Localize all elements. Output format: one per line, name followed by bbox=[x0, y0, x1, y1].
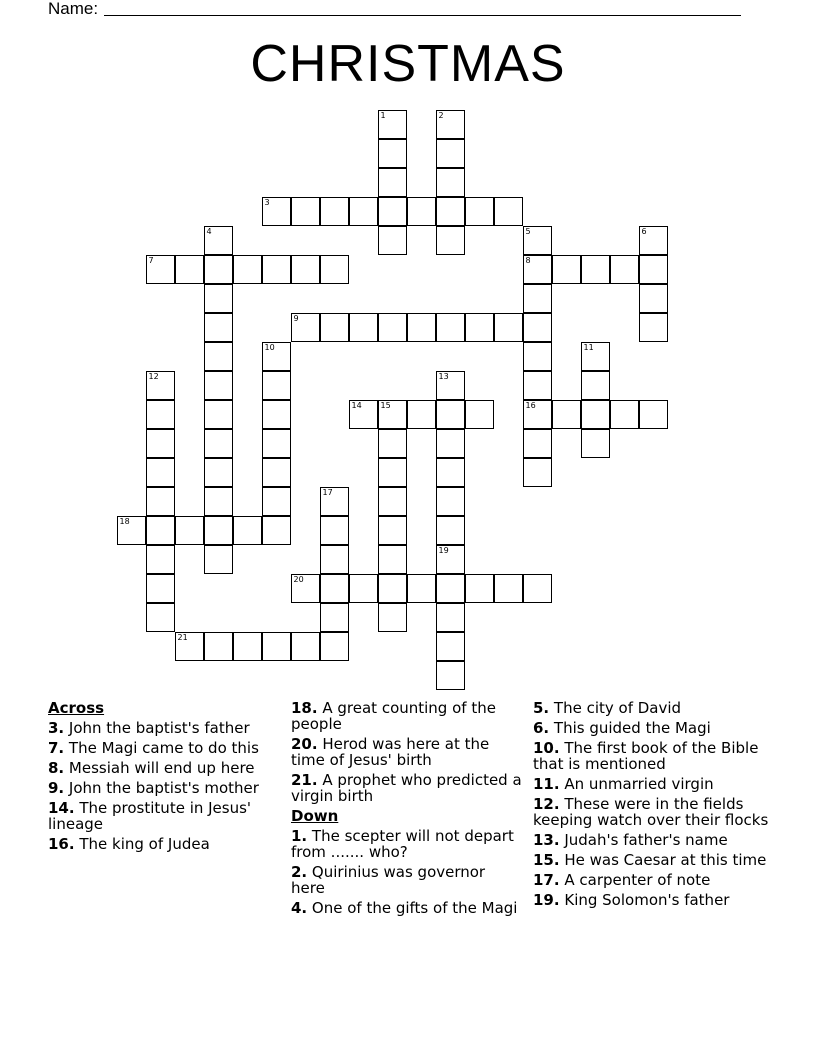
across-clue-9: 9. John the baptist's mother bbox=[48, 779, 259, 797]
grid-cell[interactable] bbox=[320, 516, 349, 545]
grid-cell[interactable] bbox=[175, 632, 204, 661]
grid-cell[interactable] bbox=[262, 516, 291, 545]
grid-cell[interactable] bbox=[204, 255, 233, 284]
grid-cell[interactable] bbox=[262, 255, 291, 284]
grid-cell[interactable] bbox=[639, 400, 668, 429]
grid-cell[interactable] bbox=[262, 429, 291, 458]
grid-cell[interactable] bbox=[436, 371, 465, 400]
grid-cell[interactable] bbox=[465, 574, 494, 603]
grid-cell[interactable] bbox=[262, 342, 291, 371]
cell-number: 3 bbox=[264, 197, 270, 207]
grid-cell[interactable] bbox=[262, 487, 291, 516]
grid-cell[interactable] bbox=[378, 458, 407, 487]
grid-cell[interactable] bbox=[349, 400, 378, 429]
grid-cell[interactable] bbox=[146, 400, 175, 429]
grid-cell[interactable] bbox=[523, 284, 552, 313]
cell-number: 19 bbox=[438, 545, 449, 555]
grid-cell[interactable] bbox=[523, 342, 552, 371]
across-clue-20: 20. Herod was here at the time of Jesus' birth bbox=[291, 735, 490, 769]
grid-cell[interactable] bbox=[407, 197, 436, 226]
cell-number: 9 bbox=[293, 313, 299, 323]
down-clue-19: 19. King Solomon's father bbox=[533, 891, 730, 909]
grid-cell[interactable] bbox=[523, 371, 552, 400]
down-clue-17: 17. A carpenter of note bbox=[533, 871, 711, 889]
cell-number: 8 bbox=[525, 255, 531, 265]
grid-cell[interactable] bbox=[378, 574, 407, 603]
down-clue-4: 4. One of the gifts of the Magi bbox=[291, 899, 518, 917]
grid-cell[interactable] bbox=[291, 255, 320, 284]
cell-number: 4 bbox=[206, 226, 212, 236]
grid-cell[interactable] bbox=[465, 400, 494, 429]
grid-cell[interactable] bbox=[436, 400, 465, 429]
grid-cell[interactable] bbox=[378, 197, 407, 226]
grid-cell[interactable] bbox=[146, 545, 175, 574]
grid-cell[interactable] bbox=[204, 458, 233, 487]
cell-number: 15 bbox=[380, 400, 391, 410]
grid-cell[interactable] bbox=[204, 632, 233, 661]
down-clue-5: 5. The city of David bbox=[533, 699, 682, 717]
across-clue-18: 18. A great counting of the people bbox=[291, 699, 496, 733]
grid-cell[interactable] bbox=[378, 429, 407, 458]
grid-cell[interactable] bbox=[494, 313, 523, 342]
cell-number: 7 bbox=[148, 255, 154, 265]
grid-cell[interactable] bbox=[436, 603, 465, 632]
grid-cell[interactable] bbox=[204, 226, 233, 255]
grid-cell[interactable] bbox=[262, 632, 291, 661]
grid-cell[interactable] bbox=[233, 516, 262, 545]
grid-cell[interactable] bbox=[552, 400, 581, 429]
cell-number: 12 bbox=[148, 371, 159, 381]
grid-cell[interactable] bbox=[146, 516, 175, 545]
down-clue-6: 6. This guided the Magi bbox=[533, 719, 711, 737]
across-clue-3: 3. John the baptist's father bbox=[48, 719, 250, 737]
clues-column-2 bbox=[291, 700, 523, 920]
grid-cell[interactable] bbox=[349, 197, 378, 226]
grid-cell[interactable] bbox=[407, 313, 436, 342]
grid-cell[interactable] bbox=[407, 574, 436, 603]
grid-cell[interactable] bbox=[378, 139, 407, 168]
grid-cell[interactable] bbox=[639, 226, 668, 255]
grid-cell[interactable] bbox=[465, 313, 494, 342]
name-line[interactable] bbox=[104, 15, 741, 16]
grid-cell[interactable] bbox=[378, 487, 407, 516]
grid-cell[interactable] bbox=[436, 632, 465, 661]
grid-cell[interactable] bbox=[639, 313, 668, 342]
grid-cell[interactable] bbox=[436, 168, 465, 197]
grid-cell[interactable] bbox=[204, 284, 233, 313]
grid-cell[interactable] bbox=[146, 603, 175, 632]
page-title: CHRISTMAS bbox=[250, 35, 566, 93]
grid-cell[interactable] bbox=[581, 342, 610, 371]
down-clue-12: 12. These were in the fields keeping watch over their flocks bbox=[533, 795, 769, 829]
grid-cell[interactable] bbox=[639, 284, 668, 313]
grid-cell[interactable] bbox=[436, 110, 465, 139]
grid-cell[interactable] bbox=[233, 632, 262, 661]
grid-cell[interactable] bbox=[436, 487, 465, 516]
grid-cell[interactable] bbox=[378, 313, 407, 342]
cell-number: 16 bbox=[525, 400, 536, 410]
grid-cell[interactable] bbox=[175, 516, 204, 545]
grid-cell[interactable] bbox=[523, 255, 552, 284]
name-label: Name: bbox=[48, 0, 99, 18]
cell-number: 17 bbox=[322, 487, 333, 497]
grid-cell[interactable] bbox=[320, 197, 349, 226]
grid-cell[interactable] bbox=[378, 110, 407, 139]
grid-cell[interactable] bbox=[146, 458, 175, 487]
grid-cell[interactable] bbox=[378, 516, 407, 545]
grid-cell[interactable] bbox=[581, 429, 610, 458]
grid-cell[interactable] bbox=[349, 313, 378, 342]
across-clue-16: 16. The king of Judea bbox=[48, 835, 210, 853]
grid-cell[interactable] bbox=[436, 574, 465, 603]
cell-number: 21 bbox=[177, 632, 188, 642]
across-clue-8: 8. Messiah will end up here bbox=[48, 759, 255, 777]
grid-cell[interactable] bbox=[146, 255, 175, 284]
grid-cell[interactable] bbox=[204, 400, 233, 429]
across-heading: Across bbox=[48, 699, 105, 717]
grid-cell[interactable] bbox=[204, 342, 233, 371]
cell-number: 14 bbox=[351, 400, 362, 410]
grid-cell[interactable] bbox=[320, 603, 349, 632]
across-clue-14: 14. The prostitute in Jesus' lineage bbox=[48, 799, 252, 833]
grid-cell[interactable] bbox=[552, 255, 581, 284]
grid-cell[interactable] bbox=[378, 168, 407, 197]
grid-cell[interactable] bbox=[204, 487, 233, 516]
grid-cell[interactable] bbox=[436, 458, 465, 487]
grid-cell[interactable] bbox=[523, 429, 552, 458]
grid-cell[interactable] bbox=[523, 226, 552, 255]
grid-cell[interactable] bbox=[378, 400, 407, 429]
grid-cell[interactable] bbox=[436, 197, 465, 226]
grid-cell[interactable] bbox=[146, 429, 175, 458]
grid-cell[interactable] bbox=[494, 197, 523, 226]
clues-column-3 bbox=[533, 700, 773, 912]
grid-cell[interactable] bbox=[291, 313, 320, 342]
cell-number: 5 bbox=[525, 226, 531, 236]
clues-column-1 bbox=[48, 700, 280, 856]
grid-cell[interactable] bbox=[436, 139, 465, 168]
grid-cell[interactable] bbox=[291, 197, 320, 226]
grid-cell[interactable] bbox=[117, 516, 146, 545]
grid-cell[interactable] bbox=[436, 661, 465, 690]
cell-number: 18 bbox=[119, 516, 130, 526]
down-clue-15: 15. He was Caesar at this time bbox=[533, 851, 767, 869]
grid-cell[interactable] bbox=[291, 632, 320, 661]
cell-number: 6 bbox=[641, 226, 647, 236]
grid-cell[interactable] bbox=[262, 197, 291, 226]
grid-cell[interactable] bbox=[581, 255, 610, 284]
grid-cell[interactable] bbox=[610, 255, 639, 284]
down-clue-11: 11. An unmarried virgin bbox=[533, 775, 714, 793]
grid-cell[interactable] bbox=[581, 371, 610, 400]
grid-cell[interactable] bbox=[146, 487, 175, 516]
grid-cell[interactable] bbox=[378, 545, 407, 574]
grid-cell[interactable] bbox=[262, 458, 291, 487]
grid-cell[interactable] bbox=[204, 516, 233, 545]
grid-cell[interactable] bbox=[436, 516, 465, 545]
grid-cell[interactable] bbox=[320, 632, 349, 661]
grid-cell[interactable] bbox=[436, 545, 465, 574]
grid-cell[interactable] bbox=[494, 574, 523, 603]
grid-cell[interactable] bbox=[436, 429, 465, 458]
down-clue-13: 13. Judah's father's name bbox=[533, 831, 728, 849]
grid-cell[interactable] bbox=[233, 255, 262, 284]
grid-cell[interactable] bbox=[378, 226, 407, 255]
grid-cell[interactable] bbox=[436, 313, 465, 342]
cell-number: 10 bbox=[264, 342, 275, 352]
grid-cell[interactable] bbox=[291, 574, 320, 603]
grid-cell[interactable] bbox=[175, 255, 204, 284]
grid-cell[interactable] bbox=[146, 371, 175, 400]
down-clue-10: 10. The first book of the Bible that is mentioned bbox=[533, 739, 759, 773]
cell-number: 11 bbox=[583, 342, 594, 352]
grid-cell[interactable] bbox=[349, 574, 378, 603]
grid-cell[interactable] bbox=[204, 429, 233, 458]
grid-cell[interactable] bbox=[146, 574, 175, 603]
down-clue-2: 2. Quirinius was governor here bbox=[291, 863, 486, 897]
grid-cell[interactable] bbox=[320, 545, 349, 574]
grid-cell[interactable] bbox=[523, 574, 552, 603]
grid-cell[interactable] bbox=[581, 400, 610, 429]
grid-cell[interactable] bbox=[436, 226, 465, 255]
across-clue-21: 21. A prophet who predicted a virgin birth bbox=[291, 771, 522, 805]
grid-cell[interactable] bbox=[639, 255, 668, 284]
down-heading: Down bbox=[291, 807, 339, 825]
down-clue-1: 1. The scepter will not depart from ....... who? bbox=[291, 827, 514, 861]
grid-cell[interactable] bbox=[320, 255, 349, 284]
across-clue-7: 7. The Magi came to do this bbox=[48, 739, 259, 757]
grid-cell[interactable] bbox=[204, 313, 233, 342]
grid-cell[interactable] bbox=[378, 603, 407, 632]
grid-cell[interactable] bbox=[204, 371, 233, 400]
grid-cell[interactable] bbox=[204, 545, 233, 574]
grid-cell[interactable] bbox=[465, 197, 494, 226]
cell-number: 2 bbox=[438, 110, 444, 120]
cell-number: 1 bbox=[380, 110, 386, 120]
cell-number: 13 bbox=[438, 371, 449, 381]
grid-cell[interactable] bbox=[523, 400, 552, 429]
grid-cell[interactable] bbox=[262, 371, 291, 400]
grid-cell[interactable] bbox=[320, 313, 349, 342]
grid-cell[interactable] bbox=[523, 458, 552, 487]
grid-cell[interactable] bbox=[523, 313, 552, 342]
grid-cell[interactable] bbox=[262, 400, 291, 429]
cell-number: 20 bbox=[293, 574, 304, 584]
grid-cell[interactable] bbox=[320, 574, 349, 603]
grid-cell[interactable] bbox=[407, 400, 436, 429]
grid-cell[interactable] bbox=[610, 400, 639, 429]
grid-cell[interactable] bbox=[320, 487, 349, 516]
